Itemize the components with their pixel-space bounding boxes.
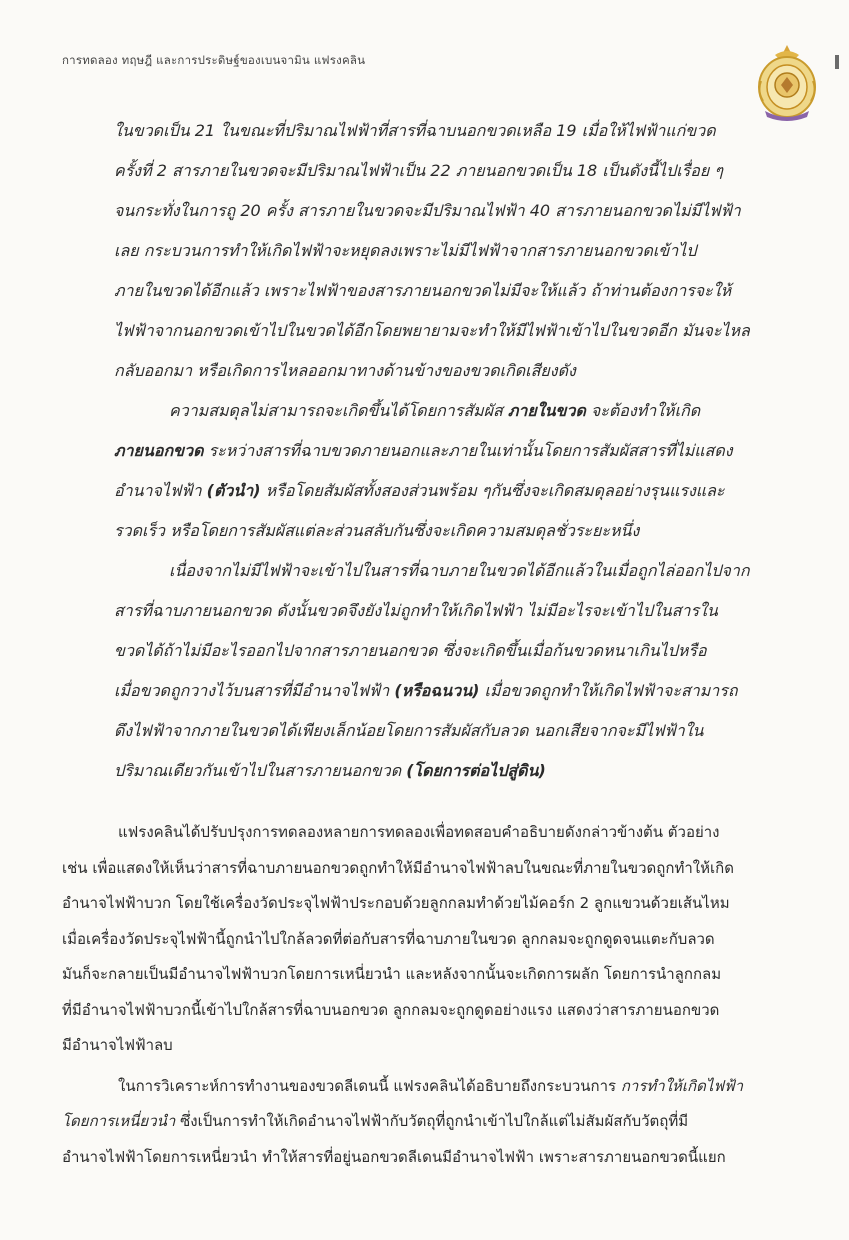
quote-line: ปริมาณเดียวกันเข้าไปในสารภายนอกขวด (โดยการต่อไปสู่ดิน) — [114, 761, 546, 780]
quote-line: เมื่อขวดถูกวางไว้บนสารที่มีอำนาจไฟฟ้า (หรือฉนวน) เมื่อขวดถูกทำให้เกิดไฟฟ้าจะสามารถ — [114, 681, 738, 700]
quote-line: ภายนอกขวด ระหว่างสารที่ฉาบขวดภายนอกและภายในเท่านั้นโดยการสัมผัสสารที่ไม่แสดง — [114, 441, 733, 460]
quote-line: ในขวดเป็น 21 ในขณะที่ปริมาณไฟฟ้าที่สารที่ฉาบนอกขวดเหลือ 19 เมื่อให้ไฟฟ้าแก่ขวด — [114, 121, 716, 140]
italic-term: โดยการเหนี่ยวนำ — [62, 1112, 176, 1130]
quote-line: ไฟฟ้าจากนอกขวดเข้าไปในขวดได้อีกโดยพยายามจะทำให้มีไฟฟ้าเข้าไปในขวดอีก มันจะไหล — [114, 321, 750, 340]
body-line: อำนาจไฟฟ้าโดยการเหนี่ยวนำ ทำให้สารที่อยู่นอกขวดลีเดนมีอำนาจไฟฟ้า เพราะสารภายนอกขวดนี้แยก — [62, 1147, 726, 1166]
italic-term: การทำให้เกิดไฟฟ้า — [620, 1076, 744, 1095]
body-line: เมื่อเครื่องวัดประจุไฟฟ้านี้ถูกนำไปใกล้ลวดที่ต่อกับสารที่ฉาบภายในขวด ลูกกลมจะถูกดูดจนแตะกับลวด — [62, 929, 715, 948]
emphasis-text: ภายในขวด — [507, 401, 586, 420]
emphasis-text: (โดยการต่อไปสู่ดิน) — [406, 761, 546, 780]
quote-line: ดึงไฟฟ้าจากภายในขวดได้เพียงเล็กน้อยโดยการสัมผัสกับลวด นอกเสียจากจะมีไฟฟ้าใน — [114, 721, 704, 740]
body-line: ที่มีอำนาจไฟฟ้าบวกนี้เข้าไปใกล้สารที่ฉาบนอกขวด ลูกกลมจะถูกดูดอย่างแรง แสดงว่าสารภายนอกขวด — [62, 1000, 720, 1019]
quote-line: รวดเร็ว หรือโดยการสัมผัสแต่ละส่วนสลับกันซึ่งจะเกิดความสมดุลชั่วระยะหนึ่ง — [114, 521, 640, 540]
royal-seal-icon — [751, 41, 823, 121]
block-quote — [114, 120, 776, 800]
body-line: ในการวิเคราะห์การทำงานของขวดลีเดนนี้ แฟรงคลินได้อธิบายถึงกระบวนการ การทำให้เกิดไฟฟ้า — [118, 1076, 744, 1095]
emphasis-text: ภายนอกขวด — [114, 441, 204, 460]
quote-line: จนกระทั่งในการถู 20 ครั้ง สารภายในขวดจะมีปริมาณไฟฟ้า 40 สารภายนอกขวดไม่มีไฟฟ้า — [114, 201, 741, 220]
running-header: การทดลอง ทฤษฎี และการประดิษฐ์ของเบนจามิน แฟรงคลิน — [62, 53, 366, 67]
quote-line: เลย กระบวนการทำให้เกิดไฟฟ้าจะหยุดลงเพราะไม่มีไฟฟ้าจากสารภายนอกขวดเข้าไป — [114, 241, 697, 260]
page-edge-mark — [835, 55, 839, 69]
body-line: มีอำนาจไฟฟ้าลบ — [62, 1036, 173, 1054]
quote-line: เนื่องจากไม่มีไฟฟ้าจะเข้าไปในสารที่ฉาบภายในขวดได้อีกแล้วในเมื่อถูกไล่ออกไปจาก — [169, 561, 750, 580]
emphasis-text: (หรือฉนวน) — [394, 681, 480, 700]
body-line: เช่น เพื่อแสดงให้เห็นว่าสารที่ฉาบภายนอกขวดถูกทำให้มีอำนาจไฟฟ้าลบในขณะที่ภายในขวดถูกทำให้เกิด — [62, 858, 734, 877]
body-line: โดยการเหนี่ยวนำ ซึ่งเป็นการทำให้เกิดอำนาจไฟฟ้ากับวัตถุที่ถูกนำเข้าไปใกล้แต่ไม่สัมผัสกับวัตถุที่มี — [62, 1112, 689, 1130]
body-line: มันก็จะกลายเป็นมีอำนาจไฟฟ้าบวกโดยการเหนี่ยวนำ และหลังจากนั้นจะเกิดการผลัก โดยการนำลูกกลม — [62, 965, 722, 983]
quote-line: กลับออกมา หรือเกิดการไหลออกมาทางด้านข้างของขวดเกิดเสียงดัง — [114, 361, 576, 380]
emphasis-text: (ตัวนำ) — [206, 481, 261, 500]
body-paragraphs — [62, 822, 808, 1182]
quote-line: ภายในขวดได้อีกแล้ว เพราะไฟฟ้าของสารภายนอกขวดไม่มีจะให้แล้ว ถ้าท่านต้องการจะให้ — [114, 281, 732, 300]
quote-line: สารที่ฉาบภายนอกขวด ดังนั้นขวดจึงยังไม่ถูกทำให้เกิดไฟฟ้า ไม่มีอะไรจะเข้าไปในสารใน — [114, 601, 718, 620]
quote-line: อำนาจไฟฟ้า (ตัวนำ) หรือโดยสัมผัสทั้งสองส่วนพร้อม ๆกันซึ่งจะเกิดสมดุลอย่างรุนแรงและ — [114, 481, 725, 500]
quote-line: ขวดได้ถ้าไม่มีอะไรออกไปจากสารภายนอกขวด ซึ่งจะเกิดขึ้นเมื่อก้นขวดหนาเกินไปหรือ — [114, 641, 707, 660]
quote-line: ความสมดุลไม่สามารถจะเกิดขึ้นได้โดยการสัมผัส ภายในขวด จะต้องทำให้เกิด — [169, 401, 701, 420]
body-line: อำนาจไฟฟ้าบวก โดยใช้เครื่องวัดประจุไฟฟ้าประกอบด้วยลูกกลมทำด้วยไม้คอร์ก 2 ลูกแขวนด้วยเส้นไหม — [62, 894, 730, 912]
body-line: แฟรงคลินได้ปรับปรุงการทดลองหลายการทดลองเพื่อทดสอบคำอธิบายดังกล่าวข้างต้น ตัวอย่าง — [118, 823, 720, 841]
quote-line: ครั้งที่ 2 สารภายในขวดจะมีปริมาณไฟฟ้าเป็น 22 ภายนอกขวดเป็น 18 เป็นดังนี้ไปเรื่อย ๆ — [114, 161, 723, 180]
